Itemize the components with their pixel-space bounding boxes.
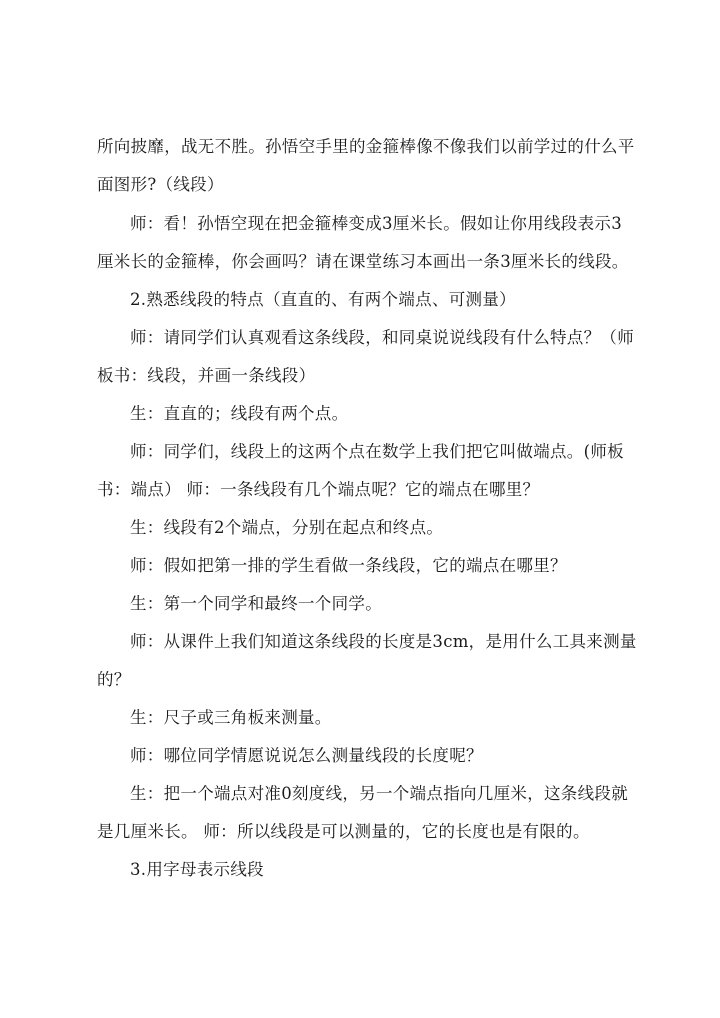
paragraph-line-13: 生：第一个同学和最终一个同学。	[130, 594, 382, 613]
paragraph-line-6: 师：请同学们认真观看这条线段，和同桌说说线段有什么特点？（师	[130, 328, 634, 347]
paragraph-line-1: 所向披靡，战无不胜。孙悟空手里的金箍棒像不像我们以前学过的什么平	[97, 137, 635, 156]
paragraph-line-17: 师：哪位同学情愿说说怎么测量线段的长度呢？	[130, 746, 483, 765]
paragraph-line-12: 师：假如把第一排的学生看做一条线段，它的端点在哪里？	[130, 556, 567, 575]
paragraph-line-2: 面图形?（线段）	[97, 175, 224, 194]
paragraph-line-8: 生：直直的；线段有两个点。	[130, 404, 349, 423]
paragraph-line-19: 是几厘米长。 师：所以线段是可以测量的，它的长度也是有限的。	[97, 822, 590, 841]
paragraph-line-15: 的？	[97, 670, 131, 689]
paragraph-line-3: 师：看！孙悟空现在把金箍棒变成3厘米长。假如让你用线段表示3	[130, 214, 622, 233]
paragraph-line-10: 书：端点） 师：一条线段有几个端点呢？它的端点在哪里？	[97, 480, 540, 499]
paragraph-line-9: 师：同学们，线段上的这两个点在数学上我们把它叫做端点。(师板	[130, 442, 624, 461]
paragraph-line-16: 生：尺子或三角板来测量。	[130, 708, 332, 727]
paragraph-line-4: 厘米长的金箍棒，你会画吗？请在课堂练习本画出一条3厘米长的线段。	[97, 252, 629, 271]
paragraph-line-18: 生：把一个端点对准0刻度线，另一个端点指向几厘米，这条线段就	[130, 784, 628, 803]
section-heading-3: 3.用字母表示线段	[130, 860, 264, 879]
paragraph-line-11: 生：线段有2个端点，分别在起点和终点。	[130, 518, 444, 537]
paragraph-line-14: 师：从课件上我们知道这条线段的长度是3cm，是用什么工具来测量	[130, 632, 637, 651]
section-heading-2: 2.熟悉线段的特点（直直的、有两个端点、可测量）	[130, 290, 516, 309]
paragraph-line-7: 板书：线段，并画一条线段）	[97, 366, 316, 385]
